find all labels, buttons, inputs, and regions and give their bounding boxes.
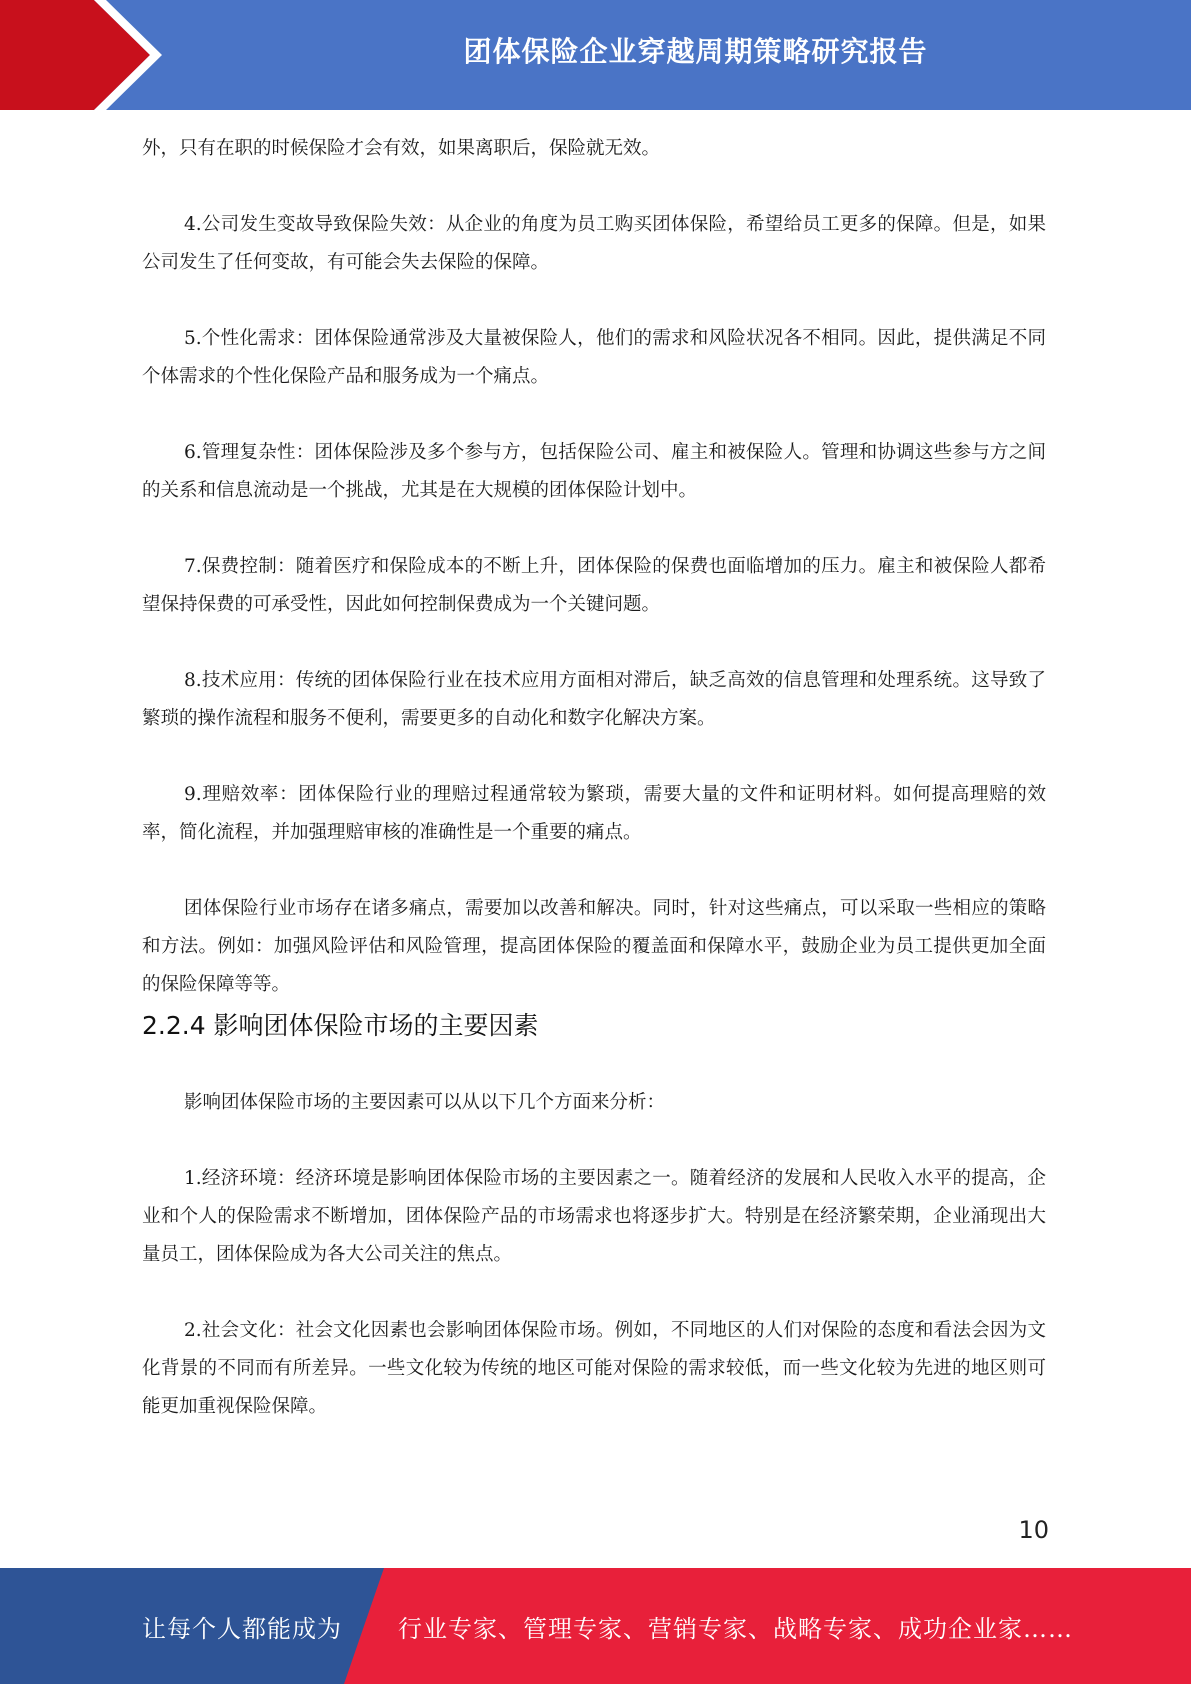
paragraph: 2.社会文化：社会文化因素也会影响团体保险市场。例如，不同地区的人们对保险的态度和看法会因为文化背景的不同而有所差异。一些文化较为传统的地区可能对保险的需求较低，而一些文化较为先进的地区则可能更加重视保险保障。 <box>142 1320 1046 1417</box>
paragraph: 影响团体保险市场的主要因素可以从以下几个方面来分析： <box>184 1092 666 1113</box>
footer-slogan-left: 让每个人都能成为 <box>142 1614 342 1643</box>
report-title: 团体保险企业穿越周期策略研究报告 <box>463 35 928 68</box>
paragraph: 6.管理复杂性：团体保险涉及多个参与方，包括保险公司、雇主和被保险人。管理和协调这些参与方之间的关系和信息流动是一个挑战，尤其是在大规模的团体保险计划中。 <box>142 442 1046 501</box>
paragraph: 8.技术应用：传统的团体保险行业在技术应用方面相对滞后，缺乏高效的信息管理和处理系统。这导致了繁琐的操作流程和服务不便利，需要更多的自动化和数字化解决方案。 <box>142 670 1046 729</box>
paragraph: 外，只有在职的时候保险才会有效，如果离职后，保险就无效。 <box>142 138 661 159</box>
footer-slogan-right: 行业专家、管理专家、营销专家、战略专家、成功企业家…… <box>398 1614 1073 1643</box>
page-header <box>0 0 1191 110</box>
page-number: 10 <box>1018 1516 1049 1544</box>
paragraph: 5.个性化需求：团体保险通常涉及大量被保险人，他们的需求和风险状况各不相同。因此，提供满足不同个体需求的个性化保险产品和服务成为一个痛点。 <box>142 328 1046 387</box>
paragraph: 7.保费控制：随着医疗和保险成本的不断上升，团体保险的保费也面临增加的压力。雇主和被保险人都希望保持保费的可承受性，因此如何控制保费成为一个关键问题。 <box>142 556 1046 615</box>
page-footer <box>0 1568 1191 1684</box>
paragraph: 9.理赔效率：团体保险行业的理赔过程通常较为繁琐，需要大量的文件和证明材料。如何提高理赔的效率，简化流程，并加强理赔审核的准确性是一个重要的痛点。 <box>142 784 1046 843</box>
document-body <box>142 130 1046 1464</box>
paragraph: 团体保险行业市场存在诸多痛点，需要加以改善和解决。同时，针对这些痛点，可以采取一些相应的策略和方法。例如：加强风险评估和风险管理，提高团体保险的覆盖面和保障水平，鼓励企业为员工提供更加全面的保险保障等等。 <box>142 898 1046 995</box>
section-heading: 2.2.4 影响团体保险市场的主要因素 <box>142 1011 539 1040</box>
paragraph: 1.经济环境：经济环境是影响团体保险市场的主要因素之一。随着经济的发展和人民收入水平的提高，企业和个人的保险需求不断增加，团体保险产品的市场需求也将逐步扩大。特别是在经济繁荣期，企业涌现出大量员工，团体保险成为各大公司关注的焦点。 <box>142 1168 1046 1265</box>
paragraph: 4.公司发生变故导致保险失效：从企业的角度为员工购买团体保险，希望给员工更多的保障。但是，如果公司发生了任何变故，有可能会失去保险的保障。 <box>142 214 1046 273</box>
